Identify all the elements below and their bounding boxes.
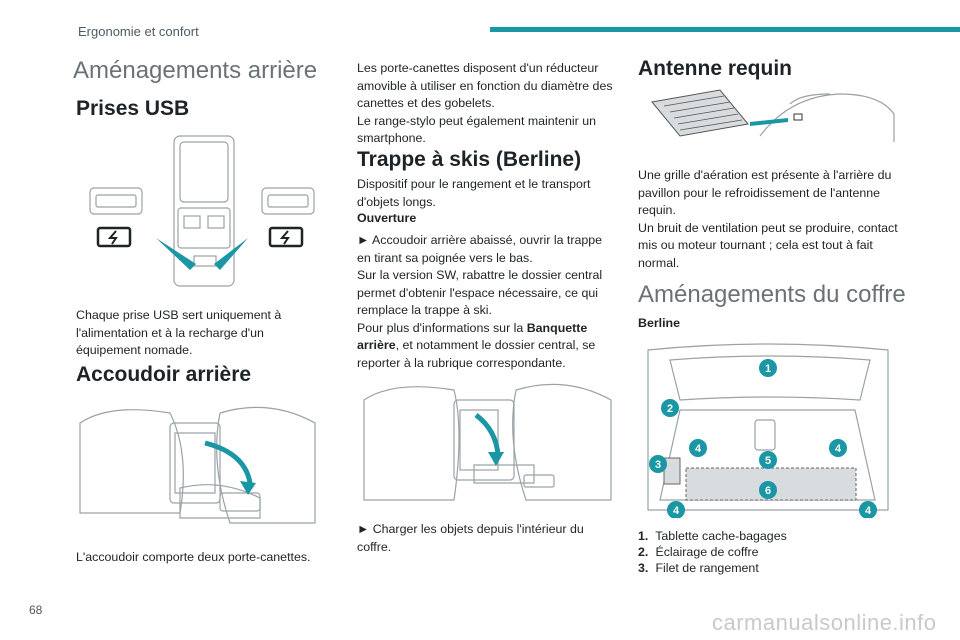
callout-5 xyxy=(759,451,777,469)
usb-text: Chaque prise USB sert uniquement à l'alimentation et à la recharge d'un équipement nomade. xyxy=(76,308,282,357)
more-info-a: Pour plus d'informations sur la xyxy=(357,320,527,335)
ski-hatch-text: Dispositif pour le rangement et le transport d'objets longs. xyxy=(357,177,591,209)
legend-3: 3. Filet de rangement xyxy=(638,561,759,575)
antenna-heading: Antenne requin xyxy=(638,57,793,80)
legend-2: 2. Éclairage de coffre xyxy=(638,545,759,559)
svg-text:5: 5 xyxy=(764,455,772,467)
trunk-heading: Aménagements du coffre xyxy=(638,281,906,308)
armrest-illustration xyxy=(70,393,330,533)
cupholder-p2: Le range-stylo peut également maintenir un smartphone. xyxy=(357,113,597,145)
ski-instructions xyxy=(357,232,619,372)
berline-label: Berline xyxy=(638,316,681,330)
svg-text:2: 2 xyxy=(666,403,674,415)
armrest-text: L'accoudoir comporte deux porte-canettes. xyxy=(76,550,311,564)
cupholder-p1: Les porte-canettes disposent d'un réducteur amovible à utiliser en fonction du diamètre des canettes et des gobelets. xyxy=(357,61,613,110)
callout-6 xyxy=(759,481,777,499)
antenna-text xyxy=(638,167,900,272)
page-number: 68 xyxy=(29,603,43,617)
header-accent-bar xyxy=(490,27,960,32)
callout-4c xyxy=(829,439,847,457)
armrest-heading: Accoudoir arrière xyxy=(76,363,252,386)
ski-hatch-illustration xyxy=(356,370,618,510)
svg-text:4: 4 xyxy=(672,505,680,517)
svg-text:3: 3 xyxy=(654,459,662,471)
step-1: ► Accoudoir arrière abaissé, ouvrir la trappe en tirant sa poignée vers le bas. xyxy=(357,233,603,265)
svg-text:1: 1 xyxy=(764,363,772,375)
svg-text:6: 6 xyxy=(764,485,772,497)
section-title: Ergonomie et confort xyxy=(78,24,199,39)
step-1-sw: Sur la version SW, rabattre le dossier central permet d'obtenir l'espace nécessaire, ce qui remplace la trappe à ski. xyxy=(357,268,603,317)
opening-label: Ouverture xyxy=(357,211,417,225)
battery-icon xyxy=(98,228,302,246)
svg-text:4: 4 xyxy=(694,443,702,455)
callout-3 xyxy=(649,455,667,473)
more-info xyxy=(357,320,619,373)
legend-1: 1. Tablette cache-bagages xyxy=(638,529,787,543)
ski-hatch-heading: Trappe à skis (Berline) xyxy=(357,148,582,171)
trunk-illustration xyxy=(640,340,895,518)
svg-text:4: 4 xyxy=(834,443,842,455)
callout-2 xyxy=(661,399,679,417)
callout-4d xyxy=(859,501,877,518)
shark-antenna-illustration xyxy=(640,84,900,154)
usb-heading: Prises USB xyxy=(76,97,190,120)
callout-4a xyxy=(689,439,707,457)
usb-illustration xyxy=(76,128,326,298)
cupholder-text xyxy=(357,60,619,148)
section-heading-rear: Aménagements arrière xyxy=(73,57,318,84)
more-info-link: Banquette arrière xyxy=(357,320,588,352)
callout-1 xyxy=(759,359,777,377)
antenna-p1: Une grille d'aération est présente à l'arrière du pavillon pour le refroidissement de l'antenne requin. xyxy=(638,168,892,217)
more-info-b: , et notamment le dossier central, se reporter à la rubrique correspondante. xyxy=(357,338,596,370)
step-2: ► Charger les objets depuis l'intérieur du coffre. xyxy=(357,522,584,554)
watermark: carmanualsonline.info xyxy=(712,610,937,635)
svg-text:4: 4 xyxy=(864,505,872,517)
antenna-p2: Un bruit de ventilation peut se produire, contact mis ou moteur tournant ; cela est tout à fait normal. xyxy=(638,220,898,270)
callout-4b xyxy=(667,501,685,518)
